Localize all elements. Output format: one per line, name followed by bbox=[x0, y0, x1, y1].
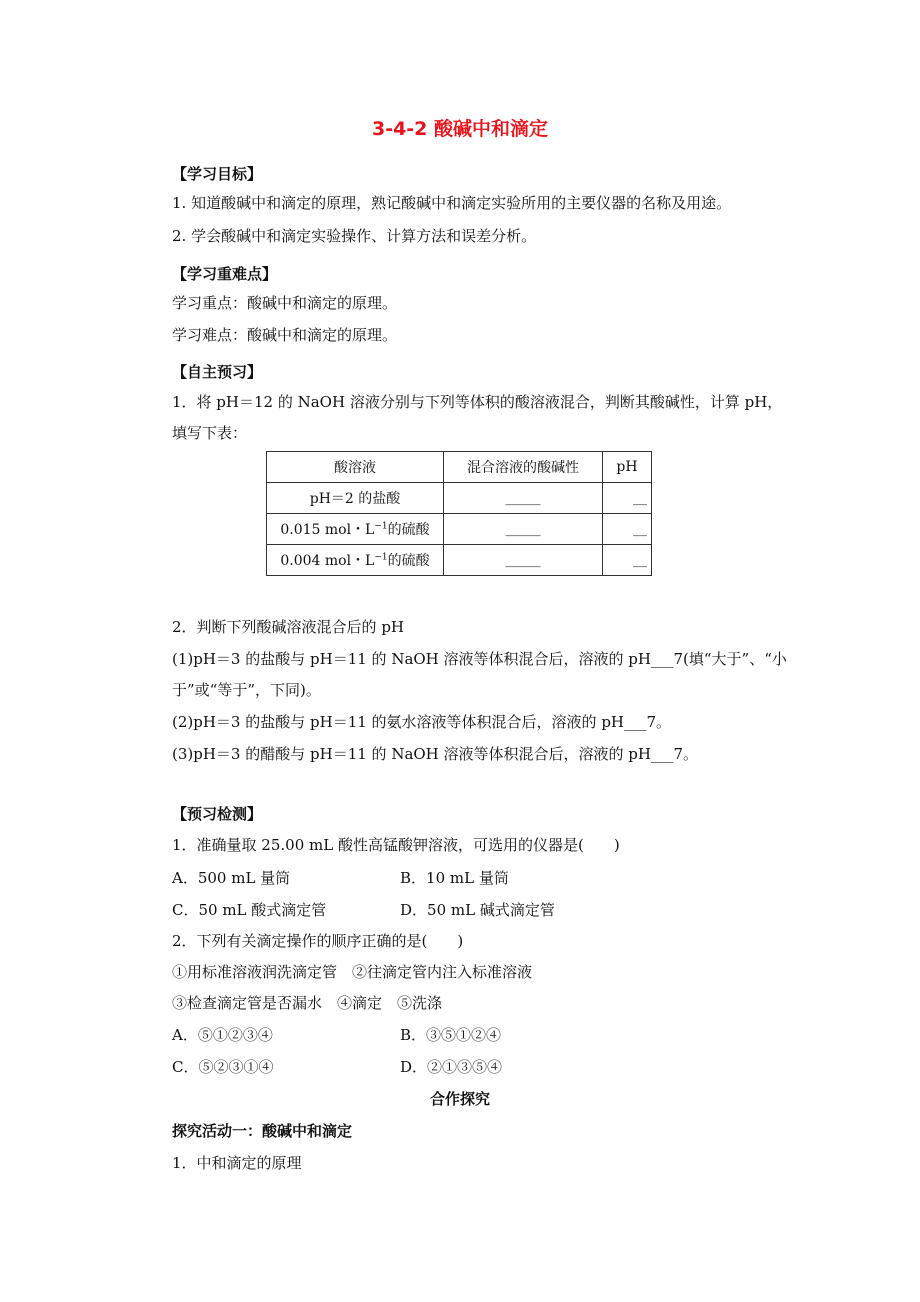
ph-blank[interactable]: __ bbox=[603, 483, 652, 514]
q2-steps-line-1: ①用标准溶液润洗滴定管 ②往滴定管内注入标准溶液 bbox=[172, 963, 533, 981]
acid-cell: 0.004 mol・$L^{-1}$的硫酸 bbox=[267, 545, 444, 576]
acid-cell: pH＝2 的盐酸 bbox=[267, 483, 444, 514]
key-points-heading: 【学习重难点】 bbox=[172, 265, 278, 283]
preview-question-2-2: (2)pH＝3 的盐酸与 pH＝11 的氨水溶液等体积混合后，溶液的 pH___7。 bbox=[172, 713, 672, 731]
ph-blank[interactable]: __ bbox=[603, 545, 652, 576]
preview-question-2-1: (1)pH＝3 的盐酸与 pH＝11 的 NaOH 溶液等体积混合后，溶液的 pH___7(填“大于”、“小 bbox=[172, 650, 787, 668]
activity-1-heading: 探究活动一：酸碱中和滴定 bbox=[172, 1122, 353, 1140]
q1-option-d[interactable]: D．50 mL 碱式滴定管 bbox=[400, 901, 555, 919]
table-header-row bbox=[267, 452, 652, 483]
acid-mixing-table bbox=[266, 451, 652, 576]
acidity-blank[interactable]: _____ bbox=[444, 483, 603, 514]
acid-cell: 0.015 mol・$L^{-1}$的硫酸 bbox=[267, 514, 444, 545]
q1-option-c[interactable]: C．50 mL 酸式滴定管 bbox=[172, 901, 327, 919]
q2-option-b[interactable]: B．③⑤①②④ bbox=[400, 1026, 502, 1044]
check-question-2: 2．下列有关滴定操作的顺序正确的是( ) bbox=[172, 932, 464, 950]
acidity-blank[interactable]: _____ bbox=[444, 545, 603, 576]
key-point: 学习重点：酸碱中和滴定的原理。 bbox=[172, 294, 398, 312]
difficult-point: 学习难点：酸碱中和滴定的原理。 bbox=[172, 326, 398, 344]
q2-option-c[interactable]: C．⑤②③①④ bbox=[172, 1058, 274, 1076]
preview-question-2-3: (3)pH＝3 的醋酸与 pH＝11 的 NaOH 溶液等体积混合后，溶液的 pH___7。 bbox=[172, 745, 699, 763]
q1-option-a[interactable]: A．500 mL 量筒 bbox=[172, 869, 291, 887]
acidity-blank[interactable]: _____ bbox=[444, 514, 603, 545]
preview-question-1-cont: 填写下表： bbox=[172, 424, 248, 442]
preview-question-2-1-cont: 于”或“等于”，下同)。 bbox=[172, 681, 321, 699]
table-header-cell: 酸溶液 bbox=[267, 452, 444, 483]
preview-check-heading: 【预习检测】 bbox=[172, 805, 263, 823]
goal-item-1: 1. 知道酸碱中和滴定的原理，熟记酸碱中和滴定实验所用的主要仪器的名称及用途。 bbox=[172, 194, 732, 212]
self-preview-heading: 【自主预习】 bbox=[172, 363, 263, 381]
q2-option-d[interactable]: D．②①③⑤④ bbox=[400, 1058, 503, 1076]
cooperative-inquiry-heading: 合作探究 bbox=[429, 1090, 490, 1108]
table-row bbox=[267, 483, 652, 514]
ph-blank[interactable]: __ bbox=[603, 514, 652, 545]
check-question-1: 1．准确量取 25.00 mL 酸性高锰酸钾溶液，可选用的仪器是( ) bbox=[172, 836, 620, 854]
q1-option-b[interactable]: B．10 mL 量筒 bbox=[400, 869, 509, 887]
goal-item-2: 2. 学会酸碱中和滴定实验操作、计算方法和误差分析。 bbox=[172, 227, 537, 245]
preview-question-2: 2．判断下列酸碱溶液混合后的 pH bbox=[172, 618, 404, 636]
table-row bbox=[267, 545, 652, 576]
activity-1-item-1: 1．中和滴定的原理 bbox=[172, 1154, 302, 1172]
learning-goals-heading: 【学习目标】 bbox=[172, 165, 263, 183]
q2-steps-line-2: ③检查滴定管是否漏水 ④滴定 ⑤洗涤 bbox=[172, 994, 443, 1012]
table-header-cell: 混合溶液的酸碱性 bbox=[444, 452, 603, 483]
table-header-cell: pH bbox=[603, 452, 652, 483]
table-row bbox=[267, 514, 652, 545]
q2-option-a[interactable]: A．⑤①②③④ bbox=[172, 1026, 273, 1044]
preview-question-1: 1．将 pH＝12 的 NaOH 溶液分别与下列等体积的酸溶液混合，判断其酸碱性，计算 pH， bbox=[172, 393, 783, 411]
page-title: 3-4-2 酸碱中和滴定 bbox=[371, 118, 549, 140]
